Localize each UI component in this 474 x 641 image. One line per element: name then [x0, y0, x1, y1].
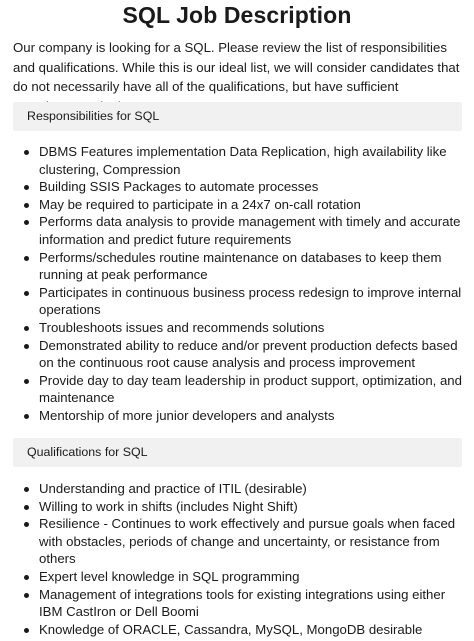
- list-item: [13, 498, 465, 516]
- bullet-icon: [24, 291, 29, 296]
- list-item-text: May be required to participate in a 24x7 on-call rotation: [39, 196, 361, 212]
- list-item: [13, 284, 465, 319]
- list-item: [13, 621, 465, 639]
- bullet-icon: [24, 522, 29, 527]
- bullet-icon: [24, 326, 29, 331]
- bullet-icon: [24, 505, 29, 510]
- bullet-icon: [24, 344, 29, 349]
- list-item: [13, 337, 465, 372]
- list-item-text: Demonstrated ability to reduce and/or prevent production defects based on the continuous root cause analysis and process improvement: [39, 337, 458, 371]
- list-item-text: Mentorship of more junior developers and analysts: [39, 407, 335, 423]
- list-item-text: Participates in continuous business process redesign to improve internal operations: [39, 284, 462, 318]
- bullet-icon: [24, 150, 29, 155]
- bullet-icon: [24, 203, 29, 208]
- list-item-text: Performs/schedules routine maintenance on databases to keep them running at peak performance: [39, 249, 442, 283]
- list-item-text: Troubleshoots issues and recommends solutions: [39, 319, 325, 335]
- list-item: [13, 196, 465, 214]
- bullet-icon: [24, 593, 29, 598]
- responsibilities-list: [13, 143, 465, 425]
- list-item-text: Provide day to day team leadership in product support, optimization, and maintenance: [39, 372, 462, 406]
- qualifications-header: Qualifications for SQL: [13, 438, 462, 467]
- list-item: [13, 568, 465, 586]
- list-item: [13, 319, 465, 337]
- list-item-text: Building SSIS Packages to automate processes: [39, 179, 319, 195]
- list-item: [13, 249, 465, 284]
- list-item: [13, 515, 465, 568]
- page-title: SQL Job Description: [122, 2, 352, 28]
- list-item: [13, 143, 465, 178]
- responsibilities-header: Responsibilities for SQL: [13, 102, 462, 131]
- bullet-icon: [24, 379, 29, 384]
- list-item: [13, 586, 465, 621]
- bullet-icon: [24, 487, 29, 492]
- list-item: [13, 407, 465, 425]
- bullet-icon: [24, 414, 29, 419]
- list-item-text: Understanding and practice of ITIL (desirable): [39, 481, 307, 496]
- bullet-icon: [24, 220, 29, 225]
- bullet-icon: [24, 185, 29, 190]
- list-item-text: DBMS Features implementation Data Replication, high availability like clustering, Compression: [39, 144, 447, 177]
- qualifications-list: [13, 480, 465, 638]
- list-item-text: Performs data analysis to provide management with timely and accurate information and predict future requirements: [39, 214, 461, 247]
- bullet-icon: [24, 256, 29, 261]
- list-item-text: Knowledge of ORACLE, Cassandra, MySQL, MongoDB desirable: [39, 621, 423, 637]
- intro-paragraph: Our company is looking for a SQL. Please review the list of responsibilities and qualifications. While this is our ideal list, we will consider candidates that do not necessarily have all of the qualifications, but have sufficient: [13, 40, 460, 95]
- list-item-text: Expert level knowledge in SQL programming: [39, 568, 300, 584]
- list-item-text: Willing to work in shifts (includes Night Shift): [39, 498, 298, 514]
- list-item: [13, 178, 465, 196]
- bullet-icon: [24, 575, 29, 580]
- list-item: [13, 480, 465, 498]
- list-item-text: Resilience - Continues to work effectively and pursue goals when faced with obstacles, periods of change and uncertainty, or resistance from others: [39, 516, 456, 567]
- list-item-text: Management of integrations tools for existing integrations using either IBM CastIron or Dell Boomi: [39, 586, 446, 620]
- bullet-icon: [24, 628, 29, 633]
- list-item: [13, 213, 465, 248]
- list-item: [13, 372, 465, 407]
